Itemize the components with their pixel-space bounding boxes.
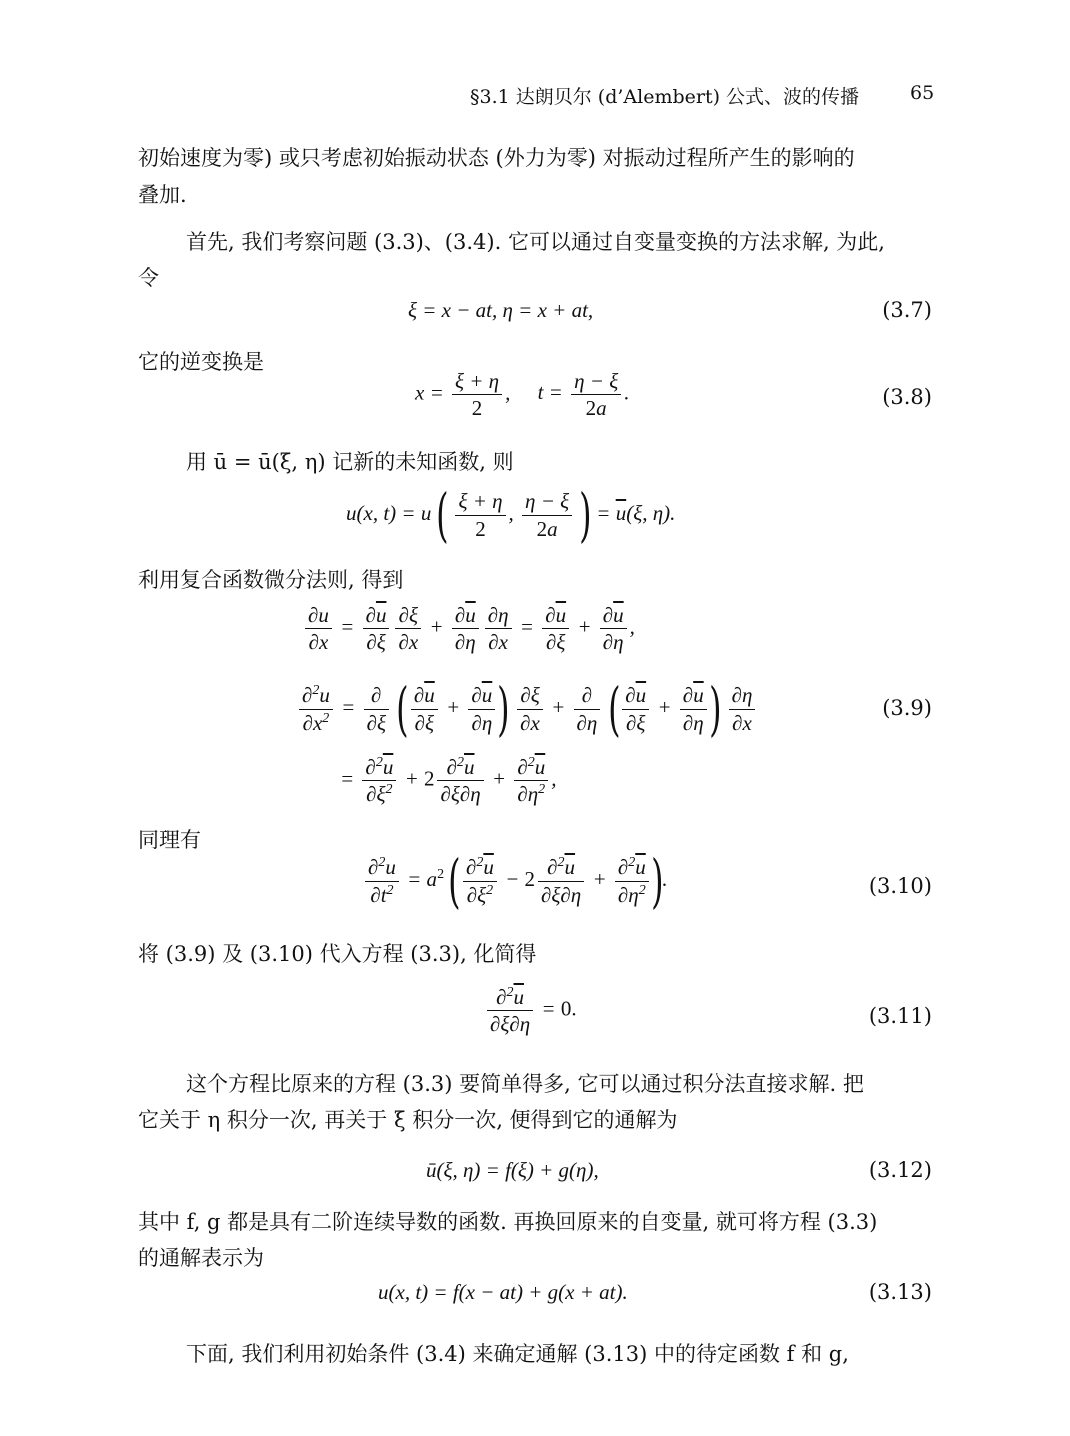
section-title: §3.1 达朗贝尔 (d’Alembert) 公式、波的传播: [470, 86, 860, 108]
paragraph-line: 它关于 η 积分一次, 再关于 ξ 积分一次, 便得到它的通解为: [138, 1108, 678, 1132]
equation-number: (3.10): [868, 874, 932, 898]
equation-number: (3.8): [882, 385, 932, 409]
paragraph-line: 同理有: [138, 828, 201, 852]
paragraph-line: 用 ū = ū(ξ, η) 记新的未知函数, 则: [186, 450, 514, 474]
equation-number: (3.11): [868, 1004, 932, 1028]
paragraph-line: 叠加.: [138, 183, 187, 207]
equation-3-9-line3: = $\frac{\partial^2\overline{u}}{\partial\xi^2}$ + 2 $\frac{\partial^2\overline{u}}{\partial\xi\partial\eta}$ + $\frac{\partial^2\overline{u}}{\partial\eta^2}$ ,: [340, 755, 557, 807]
paragraph-line: 的通解表示为: [138, 1246, 264, 1270]
page-number: 65: [910, 82, 935, 104]
paragraph-line: 将 (3.9) 及 (3.10) 代入方程 (3.3), 化简得: [138, 942, 537, 966]
paragraph-line: 初始速度为零) 或只考虑初始振动状态 (外力为零) 对振动过程所产生的影响的: [138, 146, 855, 170]
equation-3-10: $\frac{\partial^2u}{\partial t^2}$ = $a^2$ ( $\frac{\partial^2\overline{u}}{\partial\xi^2}$ − 2 $\frac{\partial^2\overline{u}}{\partial\xi\partial\eta}$ + $\frac{\partial^2\overline{u}}{\partial\eta^2}$ ).: [362, 852, 668, 910]
equation-number: (3.12): [868, 1158, 932, 1182]
paragraph-line: 首先, 我们考察问题 (3.3)、(3.4). 它可以通过自变量变换的方法求解, 为此,: [186, 230, 885, 254]
paragraph-line: 利用复合函数微分法则, 得到: [138, 568, 404, 592]
paragraph-line: 它的逆变换是: [138, 350, 264, 374]
equation-substitution: u(x, t) = u ( $\frac{\xi + \eta}{2}$ , $\frac{\eta - \xi}{2a}$ ) = $\overline{u}(\xi$, η).: [346, 481, 676, 549]
equation-number: (3.9): [882, 696, 932, 720]
paragraph-line: 这个方程比原来的方程 (3.3) 要简单得多, 它可以通过积分法直接求解. 把: [186, 1072, 864, 1096]
equation-3-11: $\frac{\partial^2\overline{u}}{\partial\xi\partial\eta}$ = 0.: [484, 986, 577, 1035]
running-header: [470, 82, 859, 109]
equation-number: (3.13): [868, 1280, 932, 1304]
equation-3-8: x = $\frac{\xi + \eta}{2}$ , t = $\frac{\eta - \xi}{2a}$ .: [415, 369, 630, 421]
equation-3-12: ū(ξ, η) = f(ξ) + g(η),: [426, 1158, 599, 1182]
equation-3-7: ξ = x − at, η = x + at,: [408, 298, 594, 322]
paragraph-line: 令: [138, 266, 159, 290]
equation-3-13: u(x, t) = f(x − at) + g(x + at).: [378, 1280, 628, 1304]
equation-number: (3.7): [882, 298, 932, 322]
equation-3-9-line1: $\frac{\partial u}{\partial x}$ = $\frac{\partial\overline{u}}{\partial\xi}$ $\frac{\partial\xi}{\partial x}$ + $\frac{\partial\overline{u}}{\partial\eta}$ $\frac{\partial\eta}{\partial x}$ = $\frac{\partial\overline{u}}{\partial\xi}$ + $\frac{\partial\overline{u}}{\partial\eta}$ ,: [302, 604, 635, 653]
paragraph-line: 其中 f, g 都是具有二阶连续导数的函数. 再换回原来的自变量, 就可将方程 (3.3): [138, 1210, 878, 1234]
equation-3-9-line2: $\frac{\partial^2u}{\partial x^2}$ = $\frac{\partial}{\partial\xi}$ ( $\frac{\partial\overline{u}}{\partial\xi}$ + $\frac{\partial\overline{u}}{\partial\eta}$ ) $\frac{\partial\xi}{\partial x}$ + $\frac{\partial}{\partial\eta}$ ( $\frac{\partial\overline{u}}{\partial\xi}$ + $\frac{\partial\overline{u}}{\partial\eta}$ ) $\frac{\partial\eta}{\partial x}$: [296, 680, 758, 738]
paragraph-line: 下面, 我们利用初始条件 (3.4) 来确定通解 (3.13) 中的待定函数 f 和 g,: [186, 1342, 849, 1366]
